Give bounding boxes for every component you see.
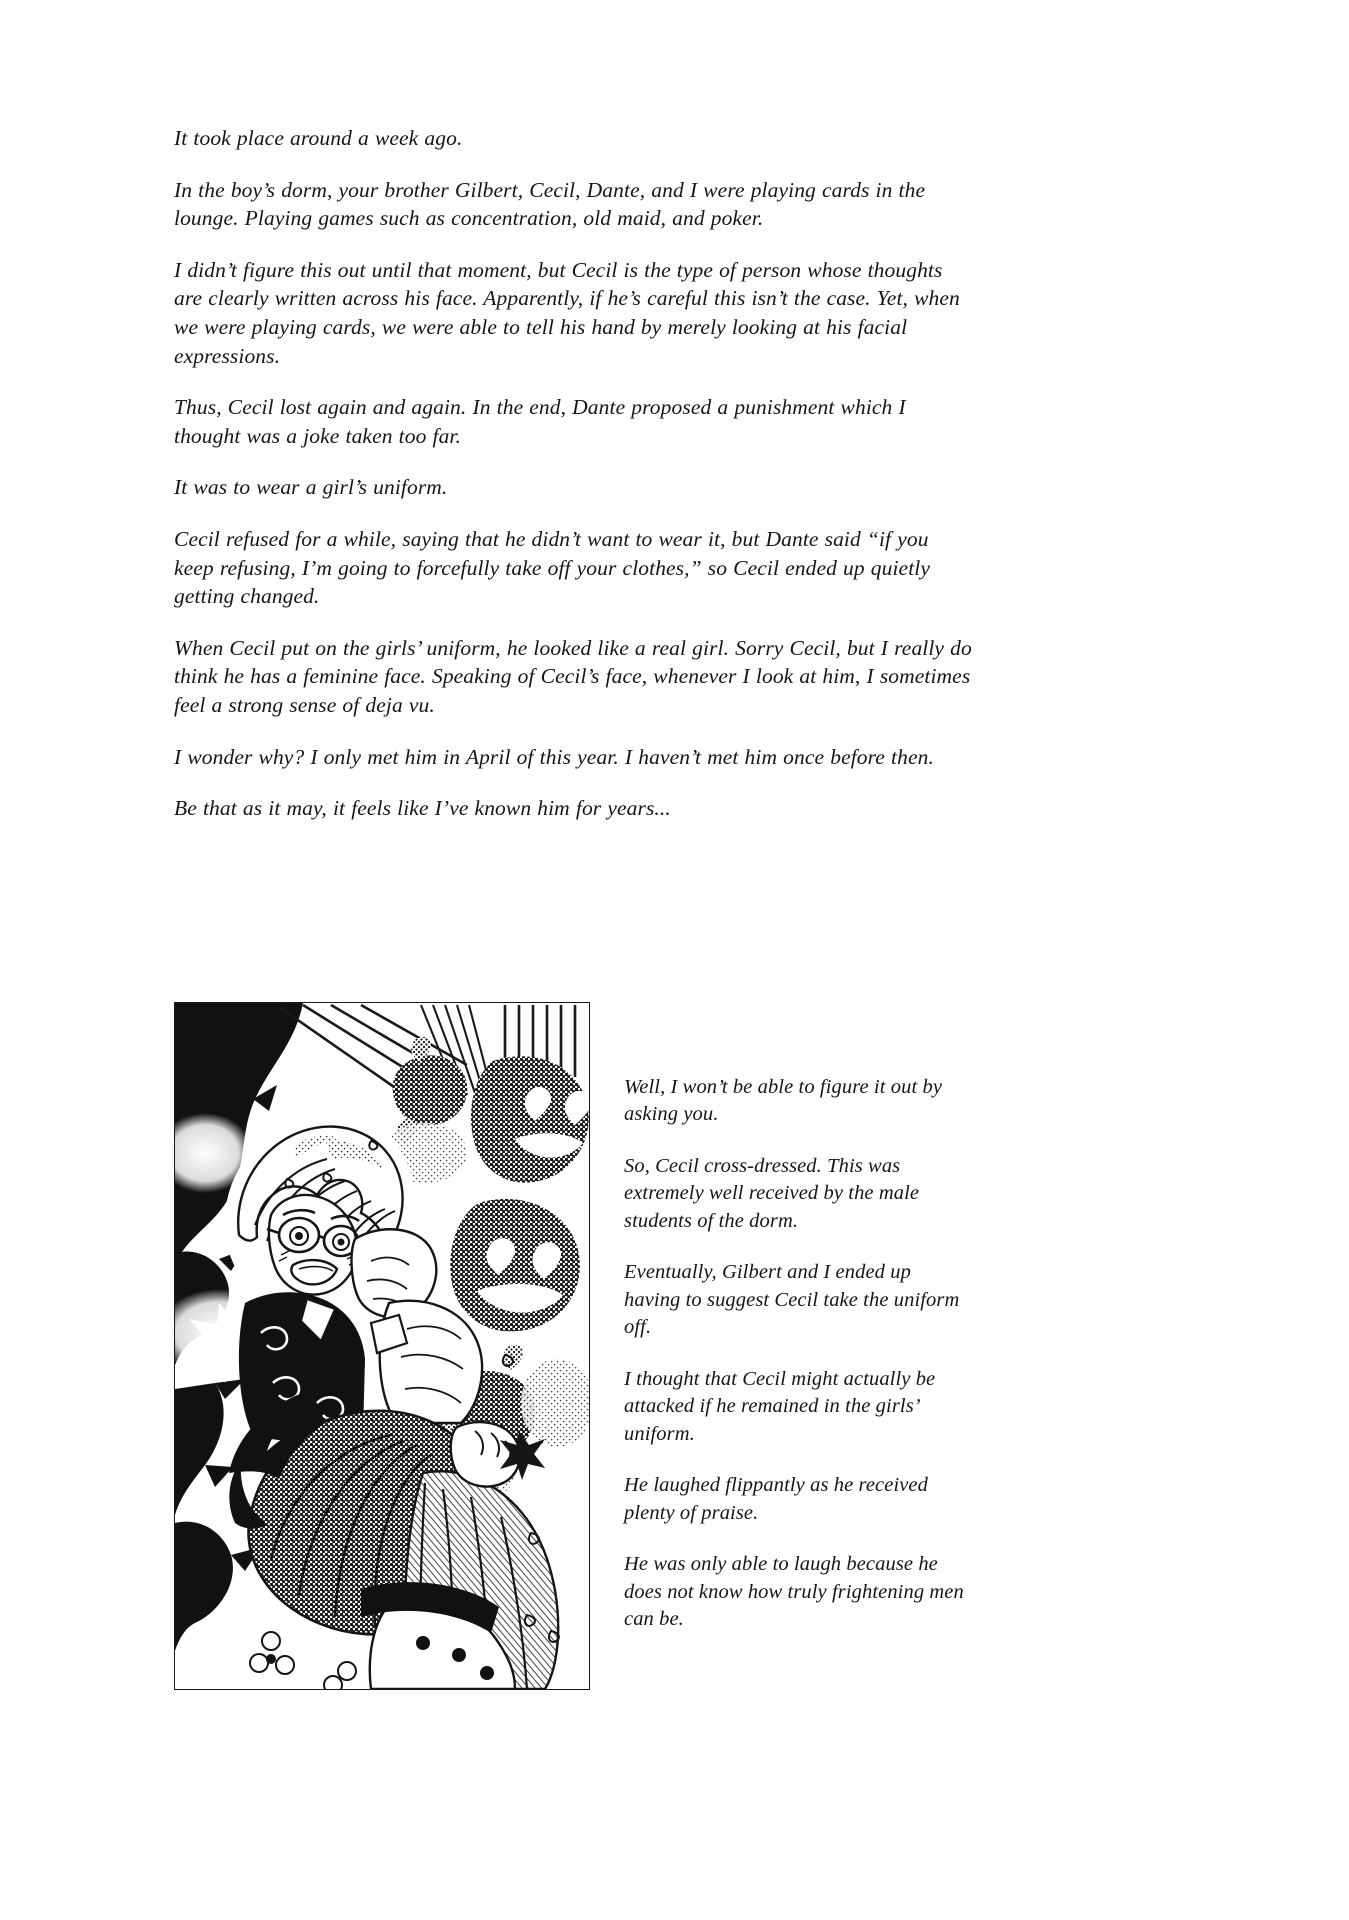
paragraph: Well, I won’t be able to figure it out by asking you. xyxy=(624,1076,943,1126)
paragraph: Be that as it may, it feels like I’ve known him for years... xyxy=(174,796,671,821)
paragraph: I didn’t figure this out until that moment, but Cecil is the type of person whose thoughts are clearly written across his face. Apparently, if he’s careful this isn’t the case. Yet, when we were playing cards, we were able to tell his hand by merely looking at his facial expressions. xyxy=(174,257,960,368)
manga-illustration-panel xyxy=(174,1002,590,1690)
paragraph: So, Cecil cross-dressed. This was extremely well received by the male students of the dorm. xyxy=(624,1154,920,1232)
paragraph: He laughed flippantly as he received plenty of praise. xyxy=(624,1474,928,1524)
paragraph: I wonder why? I only met him in April of this year. I haven’t met him once before then. xyxy=(174,744,934,769)
main-text-block xyxy=(174,124,974,846)
paragraph: It took place around a week ago. xyxy=(174,126,463,150)
paragraph: He was only able to laugh because he does not know how truly frightening men can be. xyxy=(624,1553,964,1631)
paragraph: I thought that Cecil might actually be attacked if he remained in the girls’ uniform. xyxy=(624,1367,936,1445)
manga-illustration-graphic xyxy=(175,1003,589,1689)
illustration-and-sidetext-region xyxy=(174,1002,974,1631)
paragraph: Cecil refused for a while, saying that he didn’t want to wear it, but Dante said “if you keep refusing, I’m going to forcefully take off your clothes,” so Cecil ended up quietly getting changed. xyxy=(174,526,930,609)
side-text-block xyxy=(624,1074,964,1658)
paragraph: Eventually, Gilbert and I ended up having to suggest Cecil take the uniform off. xyxy=(624,1261,960,1339)
paragraph: It was to wear a girl’s uniform. xyxy=(174,475,448,500)
paragraph: Thus, Cecil lost again and again. In the end, Dante proposed a punishment which I thought was a joke taken too far. xyxy=(174,395,906,448)
paragraph: In the boy’s dorm, your brother Gilbert, Cecil, Dante, and I were playing cards in the lounge. Playing games such as concentration, old maid, and poker. xyxy=(174,177,926,231)
paragraph: When Cecil put on the girls’ uniform, he looked like a real girl. Sorry Cecil, but I really do think he has a feminine face. Speaking of Cecil’s face, whenever I look at him, I sometimes feel a strong sense of deja vu. xyxy=(174,635,972,717)
